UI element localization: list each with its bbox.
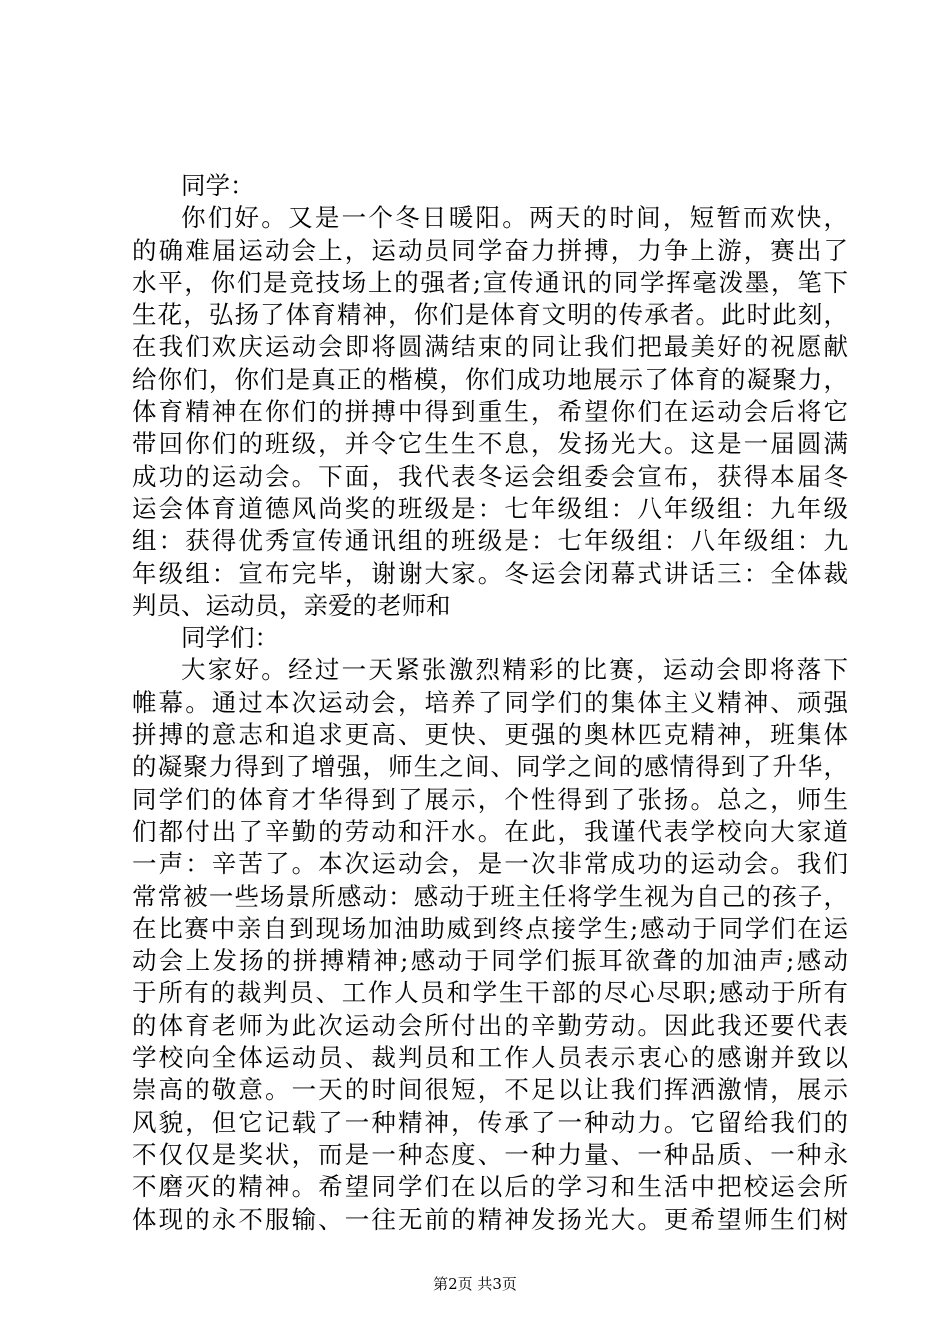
text-line: 同学： [181,171,255,200]
text-line: 你们好。又是一个冬日暖阳。两天的时间，短暂而欢快， [181,203,848,233]
text-line: 于所有的裁判员、工作人员和学生干部的尽心尽职;感动于所有 [132,978,848,1008]
document-body [132,170,848,1236]
text-line: 帷幕。通过本次运动会，培养了同学们的集体主义精神、顽强 [132,687,848,717]
text-line: 同学们： [181,623,279,653]
page-footer [0,1273,950,1294]
text-line: 在比赛中亲自到现场加油助威到终点接学生;感动于同学们在运 [132,913,848,943]
text-line: 拼搏的意志和追求更高、更快、更强的奥林匹克精神，班集体 [132,720,848,750]
text-line: 生花，弘扬了体育精神，你们是体育文明的传承者。此时此刻， [132,300,848,330]
text-line: 的确难届运动会上，运动员同学奋力拼搏，力争上游，赛出了 [132,235,848,265]
text-line: 同学们的体育才华得到了展示，个性得到了张扬。总之，师生 [132,784,848,814]
text-line: 学校向全体运动员、裁判员和工作人员表示衷心的感谢并致以 [132,1043,848,1073]
text-line: 水平，你们是竞技场上的强者;宣传通讯的同学挥毫泼墨，笔下 [132,267,848,297]
text-line: 在我们欢庆运动会即将圆满结束的同让我们把最美好的祝愿献 [132,332,848,362]
text-line: 大家好。经过一天紧张激烈精彩的比赛，运动会即将落下 [181,655,848,685]
page-number: 第2页 共3页 [433,1275,517,1293]
text-line: 风貌，但它记载了一种精神，传承了一种动力。它留给我们的 [132,1107,848,1137]
text-line: 运会体育道德风尚奖的班级是：七年级组：八年级组：九年级 [132,493,848,523]
text-line: 判员、运动员，亲爱的老师和 [132,590,451,620]
text-line: 不仅仅是奖状，而是一种态度、一种力量、一种品质、一种永 [132,1139,848,1169]
text-line: 给你们，你们是真正的楷模，你们成功地展示了体育的凝聚力， [132,364,848,394]
text-line: 年级组：宣布完毕，谢谢大家。冬运会闭幕式讲话三：全体裁 [132,558,848,588]
text-line: 的凝聚力得到了增强，师生之间、同学之间的感情得到了升华， [132,752,848,782]
text-line: 的体育老师为此次运动会所付出的辛勤劳动。因此我还要代表 [132,1010,848,1040]
text-line: 一声：辛苦了。本次运动会，是一次非常成功的运动会。我们 [132,849,848,879]
text-line: 常常被一些场景所感动：感动于班主任将学生视为自己的孩子， [132,881,848,911]
text-line: 带回你们的班级，并令它生生不息，发扬光大。这是一届圆满 [132,429,848,459]
text-line: 们都付出了辛勤的劳动和汗水。在此，我谨代表学校向大家道 [132,816,848,846]
text-line: 组：获得优秀宣传通讯组的班级是：七年级组：八年级组：九 [132,526,848,556]
text-line: 动会上发扬的拼搏精神;感动于同学们振耳欲聋的加油声;感动 [132,946,848,976]
text-line: 崇高的敬意。一天的时间很短，不足以让我们挥洒激情，展示 [132,1075,848,1105]
text-line: 体现的永不服输、一往无前的精神发扬光大。更希望师生们树 [132,1204,848,1234]
text-line: 不磨灭的精神。希望同学们在以后的学习和生活中把校运会所 [132,1172,848,1202]
text-line: 体育精神在你们的拼搏中得到重生，希望你们在运动会后将它 [132,397,848,427]
text-line: 成功的运动会。下面，我代表冬运会组委会宣布，获得本届冬 [132,461,848,491]
